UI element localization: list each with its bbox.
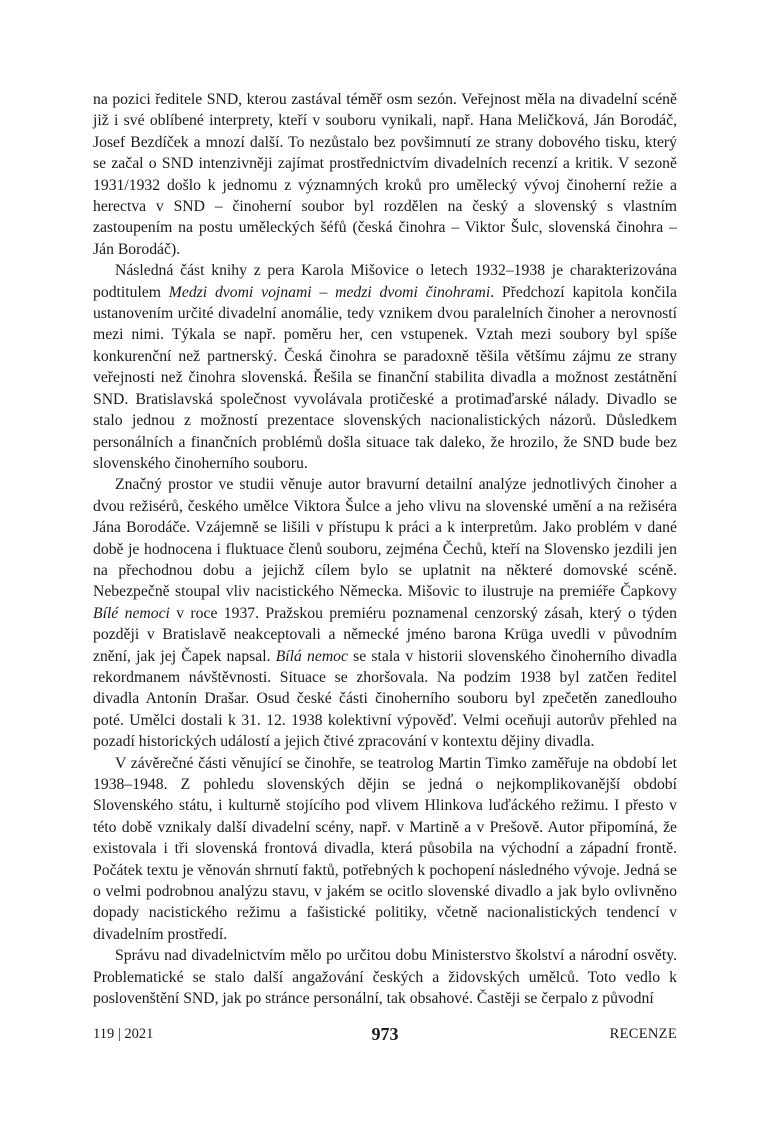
page-number: 973 — [371, 1024, 399, 1044]
italic-title: Medzi dvomi vojnami – medzi dvomi činohrami — [168, 283, 491, 301]
issue-label: 119 | 2021 — [93, 1026, 154, 1042]
article-body — [93, 89, 677, 1009]
paragraph — [93, 474, 677, 752]
text-run: v roce 1937. Pražskou premiéru poznamenal cenzorský zásah, který o týden později v Bratislavě neakceptovali a německé jméno barona Krüga uvedli v původním znění, jak jej Čapek napsal. — [93, 604, 677, 665]
text-run: se stala v historii slovenského činoherního divadla rekordmanem návštěvnosti. Situace se zhoršovala. Na podzim 1938 byl zatčen ředitel divadla Antonín Drašar. Osud české části činoherního souboru byl zpečetěn zanedlouho poté. Umělci dostali k 31. 12. 1938 kolektivní výpověď. Velmi oceňuji autorův přehled na pozadí historických událostí a jejich čtivé zpracování v kontextu dějiny divadla. — [93, 647, 677, 751]
text-run: . Předchozí kapitola končila ustanovením určité divadelní anomálie, tedy vznikem dvou paralelních činoher a nerovností mezi nimi. Týkala se např. poměru her, cen vstupenek. Vztah mezi soubory byl spíše konkurenční než partnerský. Česká činohra se paradoxně těšila většímu zájmu ze strany veřejnosti než činohra slovenská. Řešila se finanční stabilita divadla a možnost zestátnění SND. Bratislavská společnost vyvolávala protičeské a protimaďarské nálady. Divadlo se stalo jednou z možností prezentace slovenských nacionalistických názorů. Důsledkem personálních a finančních problémů došla situace tak daleko, že hrozilo, že SND bude bez slovenského činoherního souboru. — [93, 283, 677, 472]
text-run: Správu nad divadelnictvím mělo po určitou dobu Ministerstvo školství a národní osvěty. Problematické se stalo další angažování českých a židovských umělců. Toto vedlo k poslovenštění SND, jak po stránce personální, tak obsahové. Častěji se čerpalo z původní — [93, 947, 677, 1008]
paragraph — [93, 753, 677, 946]
text-run: Značný prostor ve studii věnuje autor bravurní detailní analýze jednotlivých činoher a dvou režisérů, českého umělce Viktora Šulce a jeho vlivu na slovenské umění a na režiséra Jána Borodáče. Vzájemně se lišili v přístupu k práci a k interpretům. Jako problém v dané době je hodnocena i fluktuace členů souboru, zejména Čechů, kteří na Slovensko jezdili jen na přechodnou dobu a jejichž cílem bylo se uplatnit na některé domovské scéně. Nebezpečně stoupal vliv nacistického Německa. Mišovic to ilustruje na premiéře Čapkovy — [93, 476, 677, 601]
paragraph — [93, 89, 677, 260]
paragraph — [93, 260, 677, 474]
paragraph — [93, 945, 677, 1009]
page-footer — [93, 1024, 677, 1050]
italic-title: Bílé nemoci — [93, 604, 170, 622]
text-run: na pozici ředitele SND, kterou zastával téměř osm sezón. Veřejnost měla na divadelní scéně již i své oblíbené interprety, kteří v souboru vynikali, např. Hana Meličková, Ján Borodáč, Josef Bezdíček a mnozí další. To nezůstalo bez povšimnutí ze strany dobového tisku, který se začal o SND intenzivněji zajímat prostřednictvím divadelních recenzí a kritik. V sezoně 1931/1932 došlo k jednomu z významných kroků pro umělecký vývoj činoherní režie a herectva v SND – činoherní soubor byl rozdělen na český a slovenský s vlastním zastoupením na postu uměleckých šéfů (česká činohra – Viktor Šulc, slovenská činohra – Ján Borodáč). — [93, 91, 677, 258]
text-run: V závěrečné části věnující se činohře, se teatrolog Martin Timko zaměřuje na období let 1938–1948. Z pohledu slovenských dějin se jedná o nejkomplikovanější období Slovenského státu, i kulturně stojícího pod vlivem Hlinkova luďáckého režimu. I přesto v této době vznikaly další divadelní scény, např. v Martině a v Prešově. Autor připomíná, že existovala i tři slovenská frontová divadla, která působila na východní a západní frontě. Počátek textu je věnován shrnutí faktů, potřebných k pochopení následného vývoje. Jedná se o velmi podrobnou analýzu stavu, v jakém se ocitlo slovenské divadlo a jak bylo ovlivněno dopady nacistického režimu a fašistické politiky, včetně nacionalistických tendencí v divadelním prostředí. — [93, 754, 677, 943]
italic-title: Bílá nemoc — [275, 647, 348, 665]
section-label: RECENZE — [609, 1026, 677, 1042]
text-run: Následná část knihy z pera Karola Mišovice o letech 1932–1938 je charakterizována podtitulem — [93, 262, 677, 301]
